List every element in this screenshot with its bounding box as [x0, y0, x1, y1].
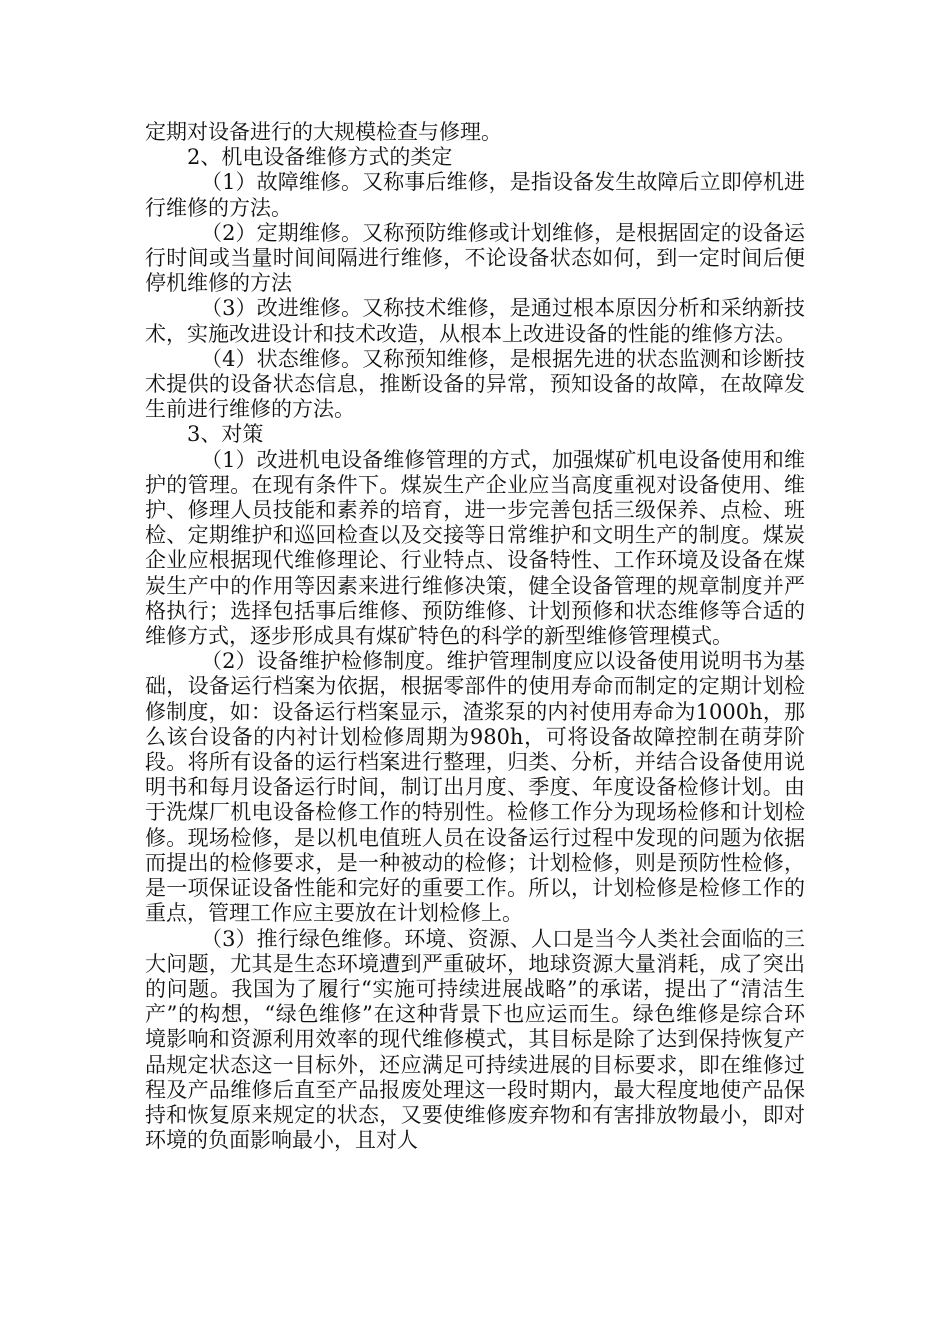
document-body — [145, 120, 805, 1153]
paragraph-countermeasure-2: （2）设备维护检修制度。维护管理制度应以设备使用说明书为基础，设备运行档案为依据，根据零部件的使用寿命而制定的定期计划检修制度，如：设备运行档案显示，渣浆泵的内衬使用寿命为1000h，那么该台设备的内衬计划检修周期为980h，可将设备故障控制在萌芽阶段。将所有设备的运行档案进行整理，归类、分析，并结合设备使用说明书和每月设备运行时间，制订出月度、季度、年度设备检修计划。由于洗煤厂机电设备检修工作的特别性。检修工作分为现场检修和计划检修。现场检修，是以机电值班人员在设备运行过程中发现的问题为依据而提出的检修要求，是一种被动的检修；计划检修，则是预防性检修，是一项保证设备性能和完好的重要工作。所以，计划检修是检修工作的重点，管理工作应主要放在计划检修上。 — [145, 649, 805, 926]
paragraph-countermeasure-3: （3）推行绿色维修。环境、资源、人口是当今人类社会面临的三大问题，尤其是生态环境遭到严重破坏，地球资源大量消耗，成了突出的问题。我国为了履行“实施可持续进展战略”的承诺，提出了“清洁生产”的构想，“绿色维修”在这种背景下也应运而生。绿色维修是综合环境影响和资源利用效率的现代维修模式，其目标是除了达到保持恢复产品规定状态这一目标外，还应满足可持续进展的目标要求，即在维修过程及产品维修后直至产品报废处理这一段时期内，最大程度地使产品保持和恢复原来规定的状态，又要使维修废弃物和有害排放物最小，即对环境的负面影响最小，且对人 — [145, 926, 805, 1153]
paragraph-fault-maintenance: （1）故障维修。又称事后维修，是指设备发生故障后立即停机进行维修的方法。 — [145, 170, 805, 220]
section-heading-2: 2、机电设备维修方式的类定 — [187, 145, 453, 170]
section-heading-3: 3、对策 — [187, 422, 264, 447]
paragraph-improvement-maintenance: （3）改进维修。又称技术维修，是通过根本原因分析和采纳新技术，实施改进设计和技术改造，从根本上改进设备的性能的维修方法。 — [145, 296, 805, 346]
paragraph-countermeasure-1: （1）改进机电设备维修管理的方式，加强煤矿机电设备使用和维护的管理。在现有条件下。煤炭生产企业应当高度重视对设备使用、维护、修理人员技能和素养的培育，进一步完善包括三级保养、点检、班检、定期维护和巡回检查以及交接等日常维护和文明生产的制度。煤炭企业应根据现代维修理论、行业特点、设备特性、工作环境及设备在煤炭生产中的作用等因素来进行维修决策，健全设备管理的规章制度并严格执行；选择包括事后维修、预防维修、计划预修和状态维修等合适的维修方式，逐步形成具有煤矿特色的科学的新型维修管理模式。 — [145, 447, 805, 649]
paragraph-condition-maintenance: （4）状态维修。又称预知维修，是根据先进的状态监测和诊断技术提供的设备状态信息，推断设备的异常，预知设备的故障，在故障发生前进行维修的方法。 — [145, 346, 805, 422]
paragraph-periodic-maintenance: （2）定期维修。又称预防维修或计划维修，是根据固定的设备运行时间或当量时间间隔进行维修，不论设备状态如何，到一定时间后便停机维修的方法 — [145, 220, 805, 296]
paragraph-continuation: 定期对设备进行的大规模检查与修理。 — [145, 120, 502, 144]
